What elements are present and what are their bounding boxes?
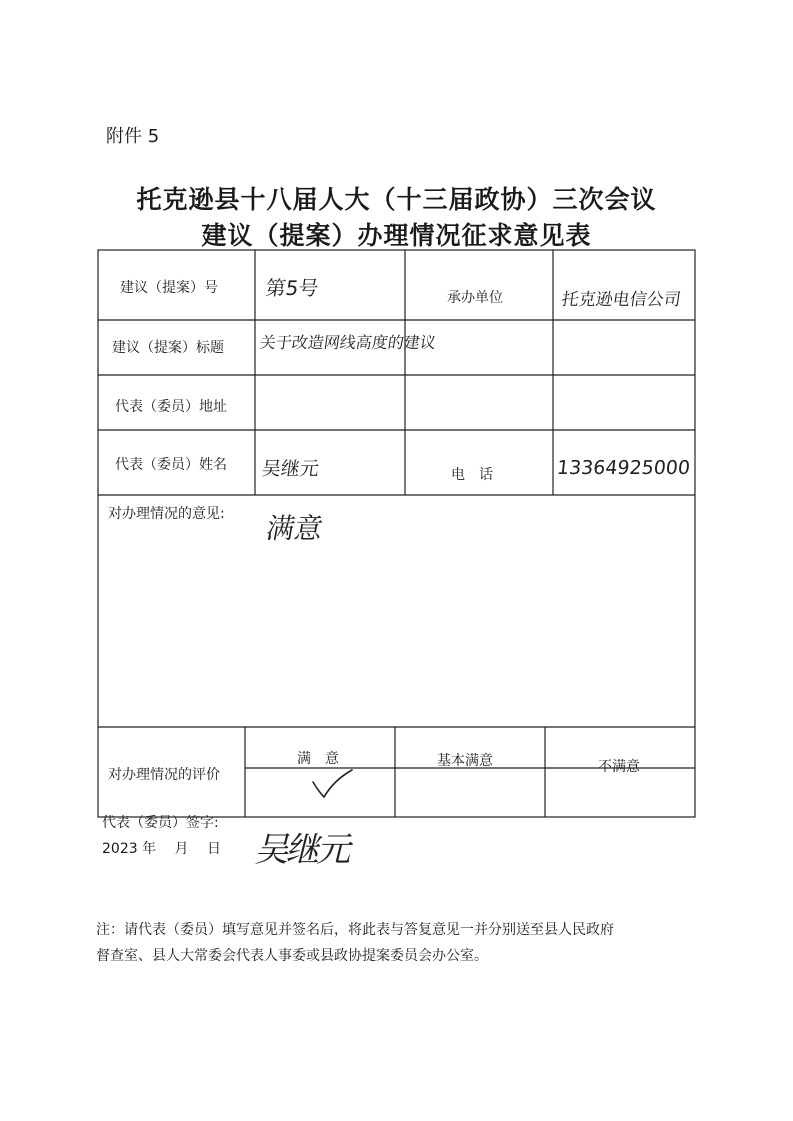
proposal-number-label: 建议（提案）号 <box>120 280 218 296</box>
option-not-satisfied[interactable]: 不满意 <box>598 759 640 775</box>
note-line1: 注：请代表（委员）填写意见并签名后，将此表与答复意见一并分别送至县人民政府 <box>96 922 614 938</box>
name-value[interactable]: 吴继元 <box>260 458 321 480</box>
note-line2: 督查室、县人大常委会代表人事委或县政协提案委员会办公室。 <box>96 948 488 964</box>
attachment-label: 附件 5 <box>106 126 160 147</box>
opinion-label: 对办理情况的意见: <box>108 506 225 522</box>
phone-value[interactable]: 13364925000 <box>555 457 692 479</box>
undertaker-label: 承办单位 <box>447 290 503 306</box>
proposal-title-value[interactable]: 关于改造网线高度的建议 <box>258 333 438 352</box>
name-label: 代表（委员）姓名 <box>115 457 227 473</box>
opinion-value[interactable]: 满意 <box>263 512 326 545</box>
evaluation-label: 对办理情况的评价 <box>108 767 220 783</box>
address-label: 代表（委员）地址 <box>115 399 227 415</box>
checkmark-icon <box>310 768 355 800</box>
date-line: 2023 年 月 日 <box>102 841 221 857</box>
signature-value[interactable]: 吴继元 <box>252 830 356 870</box>
form-title-line2: 建议（提案）办理情况征求意见表 <box>201 221 592 250</box>
form-title-line1: 托克逊县十八届人大（十三届政协）三次会议 <box>136 185 657 214</box>
proposal-number-value[interactable]: 第5号 <box>264 276 321 300</box>
option-satisfied[interactable]: 满 意 <box>297 751 339 767</box>
signature-label: 代表（委员）签字: <box>102 815 219 831</box>
phone-label: 电 话 <box>451 467 493 483</box>
option-basically-satisfied[interactable]: 基本满意 <box>437 753 493 769</box>
undertaker-value[interactable]: 托克逊电信公司 <box>560 290 683 310</box>
proposal-title-label: 建议（提案）标题 <box>112 340 224 356</box>
